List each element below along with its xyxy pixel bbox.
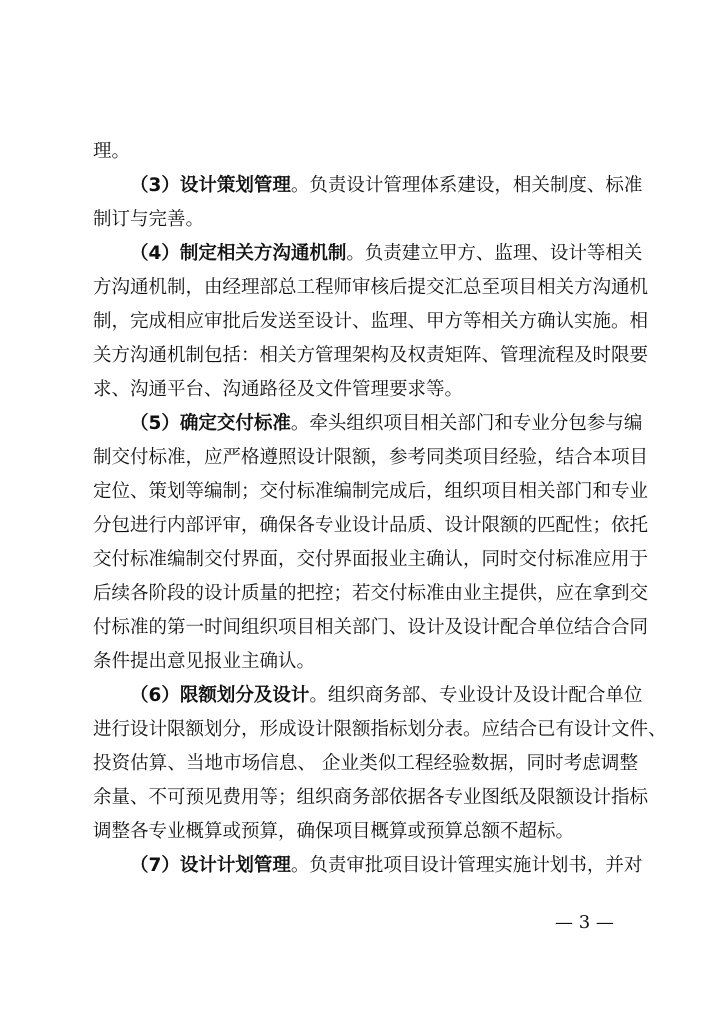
text-line bbox=[93, 441, 649, 475]
text-line bbox=[93, 611, 649, 645]
text-line bbox=[93, 543, 649, 577]
text-line bbox=[93, 713, 667, 747]
line-text: 条件提出意见报业主确认。 bbox=[93, 651, 316, 672]
page-number: — 3 — bbox=[555, 912, 614, 933]
section-heading-line bbox=[130, 679, 643, 713]
section-heading-line bbox=[130, 849, 643, 883]
section-heading-line bbox=[130, 237, 643, 271]
line-text: 。负责审批项目设计管理实施计划书，并对 bbox=[290, 855, 643, 876]
line-text: 。牵头组织项目相关部门和专业分包参与编 bbox=[290, 413, 643, 434]
line-text: 制订与完善。 bbox=[93, 209, 205, 230]
line-text: 关方沟通机制包括：相关方管理架构及权责矩阵、管理流程及时限要 bbox=[93, 345, 649, 366]
section-heading-line bbox=[130, 407, 643, 441]
line-text: 制，完成相应审批后发送至设计、监理、甲方等相关方确认实施。相 bbox=[93, 311, 649, 332]
text-line bbox=[93, 305, 649, 339]
line-text: 调整各专业概算或预算，确保项目概算或预算总额不超标。 bbox=[93, 821, 575, 842]
text-line bbox=[93, 475, 649, 509]
text-line bbox=[93, 373, 638, 407]
line-text: 投资估算、当地市场信息、 企业类似工程经验数据，同时考虑调整 bbox=[93, 753, 638, 774]
text-line bbox=[93, 781, 649, 815]
line-text: 方沟通机制，由经理部总工程师审核后提交汇总至项目相关方沟通机 bbox=[93, 277, 649, 298]
line-text: 。负责设计管理体系建设，相关制度、标准 bbox=[290, 175, 643, 196]
section-heading: （5）确定交付标准 bbox=[130, 413, 291, 434]
line-text: 后续各阶段的设计质量的把控；若交付标准由业主提供，应在拿到交 bbox=[93, 583, 649, 604]
text-line bbox=[93, 135, 638, 169]
line-text: 分包进行内部评审，确保各专业设计品质、设计限额的匹配性；依托 bbox=[93, 515, 649, 536]
line-text: 。负责建立甲方、监理、设计等相关 bbox=[346, 243, 643, 264]
line-text: 理。 bbox=[93, 141, 131, 162]
section-heading: （7）设计计划管理 bbox=[130, 855, 291, 876]
text-line bbox=[93, 815, 638, 849]
line-text: 交付标准编制交付界面，交付界面报业主确认，同时交付标准应用于 bbox=[93, 549, 649, 570]
line-text: 付标准的第一时间组织项目相关部门、设计及设计配合单位结合合同 bbox=[93, 617, 649, 638]
section-heading: （6）限额划分及设计 bbox=[130, 685, 310, 706]
line-text: 定位、策划等编制；交付标准编制完成后，组织项目相关部门和专业 bbox=[93, 481, 649, 502]
line-text: 求、沟通平台、沟通路径及文件管理要求等。 bbox=[93, 379, 464, 400]
text-line bbox=[93, 747, 638, 781]
section-heading: （3）设计策划管理 bbox=[130, 175, 291, 196]
section-heading-line bbox=[130, 169, 643, 203]
text-line bbox=[93, 271, 649, 305]
text-line bbox=[93, 203, 638, 237]
line-text: 制交付标准，应严格遵照设计限额，参考同类项目经验，结合本项目 bbox=[93, 447, 649, 468]
section-heading: （4）制定相关方沟通机制 bbox=[130, 243, 347, 264]
text-line bbox=[93, 577, 649, 611]
line-text: 。组织商务部、专业设计及设计配合单位 bbox=[309, 685, 643, 706]
line-text: 进行设计限额划分，形成设计限额指标划分表。应结合已有设计文件、 bbox=[93, 719, 667, 740]
text-line bbox=[93, 645, 638, 679]
text-line bbox=[93, 339, 649, 373]
line-text: 余量、不可预见费用等；组织商务部依据各专业图纸及限额设计指标 bbox=[93, 787, 649, 808]
text-line bbox=[93, 509, 649, 543]
